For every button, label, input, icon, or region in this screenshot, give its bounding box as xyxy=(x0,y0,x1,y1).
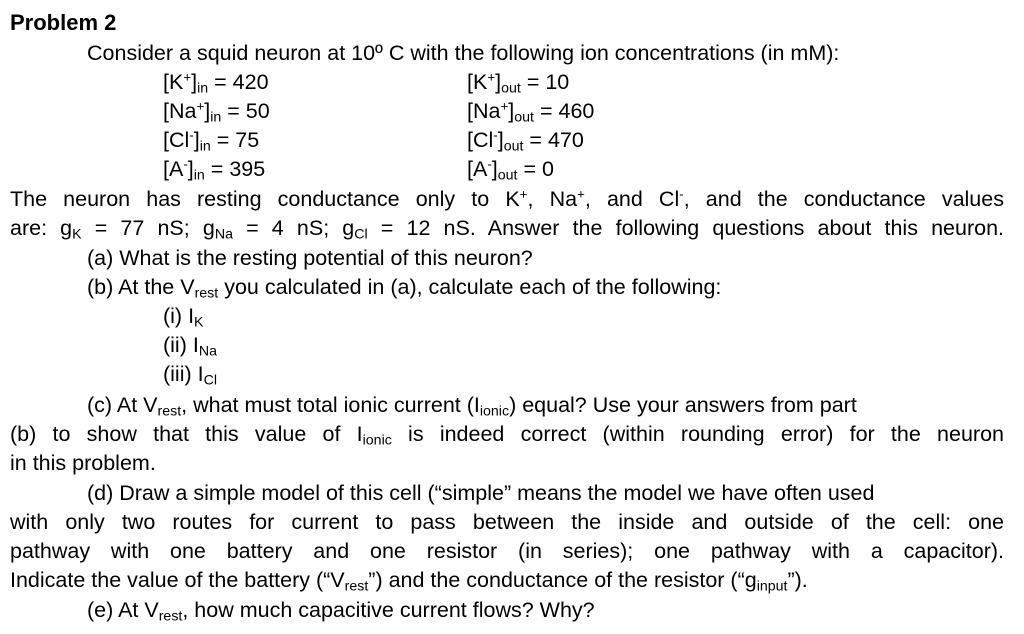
question-d-line-1: (d) Draw a simple model of this cell (“simple” means the model we have often used xyxy=(87,481,875,505)
question-c-line-3: in this problem. xyxy=(10,451,156,475)
k-in-concentration: $[K^+]_{in} = 420$ xyxy=(163,69,269,97)
problem-title: Problem 2 xyxy=(10,10,117,35)
intro-text: Consider a squid neuron at 10º C with the following ion concentrations (in mM): xyxy=(87,41,840,65)
question-e: (e) At $V_{rest}$, how much capacitive current flows? Why? xyxy=(87,598,595,625)
a-out-concentration: $[A^-]_{out} = 0$ xyxy=(467,156,554,184)
conductance-line-1: The neuron has resting conductance only to K+, Na+, and Cl-, and the conductance values xyxy=(10,186,1004,211)
cl-in-concentration: $[Cl^-]_{in} = 75$ xyxy=(163,127,260,155)
k-out-concentration: $[K^+]_{out} = 10$ xyxy=(467,69,570,97)
conductance-line-2: are: $g_K = 77$ nS; $g_{Na} = 4$ nS; $g_{Cl} = 12$ nS. Answer the following questions about this neuron. xyxy=(10,216,1005,243)
a-in-concentration: $[A^-]_{in} = 395$ xyxy=(163,156,266,184)
question-d-line-4: Indicate the value of the battery $(“V_{rest}”)$ and the conductance of the resistor $(“g_{input}”)$. xyxy=(10,568,808,595)
question-d-line-2: with only two routes for current to pass between the inside and outside of the cell: one xyxy=(10,510,1004,534)
question-c-line-2: (b) to show that this value of $I_{ionic}$ is indeed correct (within rounding error) for the neuron xyxy=(10,422,1004,449)
question-c-line-1: (c) At $V_{rest}$, what must total ionic current $(I_{ionic})$ equal? Use your answers from part xyxy=(87,393,857,420)
question-d-line-3: pathway with one battery and one resistor (in series); one pathway with a capacitor). xyxy=(10,539,1004,563)
question-a: (a) What is the resting potential of this neuron? xyxy=(87,246,533,270)
cl-out-concentration: $[Cl^-]_{out} = 470$ xyxy=(467,127,584,155)
question-b: (b) At the $V_{rest}$ you calculated in (a), calculate each of the following: xyxy=(87,275,722,302)
question-b-ii: (ii) $I_{Na}$ xyxy=(163,333,217,360)
na-out-concentration: $[Na^+]_{out} = 460$ xyxy=(467,98,595,126)
question-b-i: (i) $I_K$ xyxy=(163,304,204,331)
na-in-concentration: $[Na^+]_{in} = 50$ xyxy=(163,98,270,126)
question-b-iii: (iii) $I_{Cl}$ xyxy=(163,362,218,389)
